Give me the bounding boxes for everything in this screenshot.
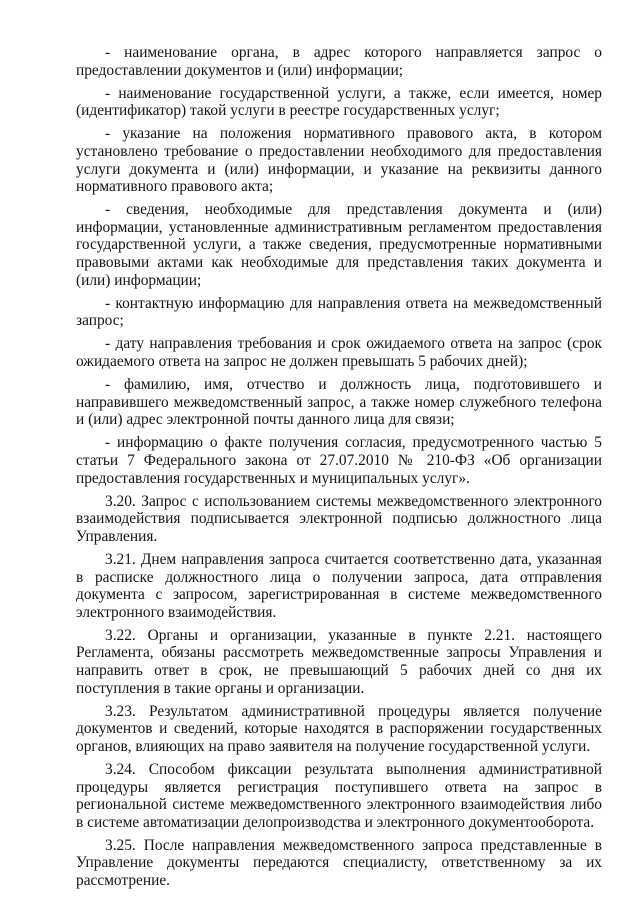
list-item-consent-info: - информацию о факте получения согласия, предусмотренного частью 5 статьи 7 Федерального закона от 27.07.2010 № 210-ФЗ «Об организации предоставления государственных и муниципальных услуг». <box>76 434 602 487</box>
list-item-contact-info: - контактную информацию для направления ответа на межведомственный запрос; <box>76 294 602 330</box>
clause-3-20: 3.20. Запрос с использованием системы межведомственного электронного взаимодействия подписывается электронной подписью должностного лица Управления. <box>76 492 602 545</box>
list-item-service-name: - наименование государственной услуги, а также, если имеется, номер (идентификатор) такой услуги в реестре государственных услуг; <box>76 84 602 120</box>
list-item-required-info: - сведения, необходимые для представления документа и (или) информации, установленные административным регламентом предоставления государственной услуги, а также сведения, предусмотренные нормативными правовыми актами как необходимые для представления таких документа и (или) информации; <box>76 201 602 289</box>
list-item-organ-name: - наименование органа, в адрес которого направляется запрос о предоставлении документов и (или) информации; <box>76 44 602 79</box>
clause-3-23: 3.23. Результатом административной процедуры является получение документов и сведений, которые находятся в распоряжении государственных органов, влияющих на право заявителя на получение государственной услуги. <box>76 702 602 755</box>
clause-3-24: 3.24. Способом фиксации результата выполнения административной процедуры является регистрация поступившего ответа на запрос в региональной системе межведомственного электронного взаимодействия либо в системе автоматизации делопроизводства и электронного документооборота. <box>76 760 602 831</box>
clause-3-25: 3.25. После направления межведомственного запроса представленные в Управление документы передаются специалисту, ответственному за их рассмотрение. <box>76 836 602 890</box>
clause-3-21: 3.21. Днем направления запроса считается соответственно дата, указанная в расписке должностного лица о получении запроса, дата отправления документа с запросом, зарегистрированная в системе межведомственного электронного взаимодействия. <box>76 550 602 621</box>
list-item-request-date: - дату направления требования и срок ожидаемого ответа на запрос (срок ожидаемого ответа на запрос не должен превышать 5 рабочих дней); <box>76 335 602 370</box>
clause-3-22: 3.22. Органы и организации, указанные в пункте 2.21. настоящего Регламента, обязаны рассмотреть межведомственные запросы Управления и направить ответ в срок, не превышающий 5 рабочих дней со дня их поступления в такие органы и организации. <box>76 626 602 697</box>
list-item-official-details: - фамилию, имя, отчество и должность лица, подготовившего и направившего межведомственный запрос, а также номер служебного телефона и (или) адрес электронной почты данного лица для связи; <box>76 376 602 429</box>
list-item-legal-act: - указание на положения нормативного правового акта, в котором установлено требование о предоставлении необходимого для предоставления услуги документа и (или) информации, и указание на реквизиты данного нормативного правового акта; <box>76 125 602 196</box>
